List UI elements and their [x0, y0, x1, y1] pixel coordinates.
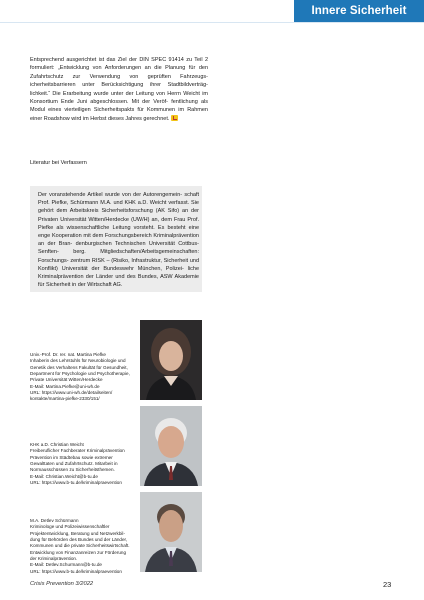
- intro-line: Jahres gerechnet.: [125, 115, 170, 122]
- author-photo-schuermann: [140, 492, 202, 572]
- intro-line: Weicht im Konsortium Ende Juni abgeschlossen. Mit der Veröf-: [30, 90, 208, 106]
- page-number: 23: [383, 580, 392, 589]
- author-box-line: Konflikt) Universität der Bundeswehr München, Polizei-: [38, 265, 184, 272]
- bio-line: Kommunen und die private Sicherheitswirtschaft.: [30, 543, 130, 549]
- bio-line: Genetik des Verhaltens Fakultät für Gesundheit,: [30, 364, 128, 370]
- author-photo-piefke: [140, 320, 202, 400]
- bio-line: Gewalttaten und Zufahrtschutz. Mitarbeit in: [30, 461, 118, 467]
- bio-line: kontakte/martina-piefke-2330/151/: [30, 396, 100, 402]
- author-box-line: Der voranstehende Artikel wurde von der Autorengemein-: [38, 192, 183, 198]
- bio-line: Projektentwicklung, Beratung und Netzwerkbil-: [30, 530, 125, 536]
- intro-line: fentlichung als Modul eines vierteiligen Sicherheitspakts für: [30, 99, 208, 114]
- author-box-line: ASW Akademie für Sicherheit in der Wirtschaft AG.: [38, 274, 199, 289]
- bio-line: Department für Psychologie und Psychotherapie,: [30, 371, 130, 377]
- bio-line: Prävention im Städtebau sowie extremer: [30, 454, 113, 460]
- intro-line: Kommunen im Rahmen einer Roadshow wird im Herbst dieses: [30, 107, 208, 122]
- intro-line: für den Zufahrtschutz zur Verwendung von geprüften Fahrzeugs-: [30, 65, 209, 80]
- section-title: Innere Sicherheit: [294, 0, 424, 22]
- author-box-line: dem Forschungsbereich Kriminalprävention an der Bran-: [38, 233, 199, 248]
- author-box-line: berg. Mitgliedschaften/Arbeitsgemeinschaften: Forschungs-: [38, 249, 200, 264]
- bio-line: Freiberuflicher Fachberater Kriminalprävention: [30, 448, 125, 454]
- intro-line: icherheitsbarrieren unter Berücksichtigung ihrer Stadtbildverträg-: [30, 82, 208, 89]
- intro-line: lichkeit.“ Die Erarbeitung wurde unter der Leitung von Herrn: [30, 90, 181, 97]
- bio-line: Entwicklung von Finanzanreizen zur Förderung: [30, 549, 127, 555]
- bio-line: dung für Behörden des Bundes und der Länder,: [30, 537, 128, 543]
- bio-line: E-Mail: Christian.Weicht@b-tu.de: [30, 473, 98, 479]
- bio-line: E-Mail: Detlev.Schurmann@b-tu.de: [30, 562, 102, 568]
- intro-line: 2 formuliert: „Entwicklung von Anforderungen an die Planung: [30, 57, 209, 72]
- article-end-icon: [171, 115, 178, 121]
- header-rule: [0, 22, 424, 23]
- author-box-line: denburgischen Technischen Universität Cottbus-Senften-: [38, 241, 199, 256]
- bio-line: URL: https://www.b-tu.de/kriminalpraevention: [30, 568, 122, 574]
- bio-line: Private Universität Witten/Herdecke: [30, 377, 103, 383]
- bio-line: E-Mail: Martina.Piefke@uni-wh.de: [30, 383, 100, 389]
- publication-name: Crisis Prevention 3/2022: [30, 581, 94, 587]
- author-bio-piefke: [30, 352, 142, 403]
- author-box-line: liche Kriminalprävention der Länder und des Bundes,: [38, 265, 199, 281]
- author-box-line: verfasst. Sie gehört dem Arbeitskreis Sicherheitsforschung: [38, 200, 199, 215]
- author-box-line: (UW/H) an, dem Frau Prof. Piefke als wissenschaftliche: [38, 216, 199, 231]
- bio-line: URL: https://www.b-tu.de/kriminalpraevention: [30, 480, 122, 486]
- intro-line: Entsprechend ausgerichtet ist das Ziel der DIN SPEC 91414 zu Teil: [30, 57, 203, 63]
- intro-paragraph: [30, 56, 208, 123]
- bio-line: KHK a.D. Christian Weicht: [30, 442, 84, 447]
- author-photo-weicht: [140, 406, 202, 486]
- author-bio-weicht: [30, 442, 142, 486]
- author-box-text: [38, 191, 199, 289]
- author-box-line: zentrum RISK – (Risiko, Infrastruktur, Sicherheit und: [70, 257, 199, 264]
- author-box-line: schaft Prof. Piefke, Schürmann M.A. und KHK a.D. Weicht: [38, 192, 200, 207]
- bio-line: Kriminologe und Polizeiwissenschaftler: [30, 524, 110, 530]
- bio-line: Univ.-Prof. Dr. rer. nat. Martina Piefke: [30, 352, 106, 357]
- author-box-line: Leitung vorsteht. Es besteht eine enge Kooperation mit: [38, 224, 200, 240]
- author-info-box: [30, 186, 202, 292]
- bio-line: URL: https://www.uni-wh.de/detailseiten/: [30, 390, 113, 396]
- bio-line: der Kriminalprävention.: [30, 556, 78, 562]
- bio-line: M.A. Detlev Schürmann: [30, 518, 79, 523]
- author-bio-schuermann: [30, 518, 142, 575]
- bio-line: Normausschüssen zu Sicherheitsthemen.: [30, 467, 115, 473]
- literature-note: Literatur bei Verfassern: [30, 160, 87, 166]
- author-box-line: (AK Sifo) an der Privaten Universität Witten/Herdecke: [38, 208, 200, 223]
- bio-line: Inhaberin des Lehrstuhls für Neurobiologie und: [30, 358, 126, 364]
